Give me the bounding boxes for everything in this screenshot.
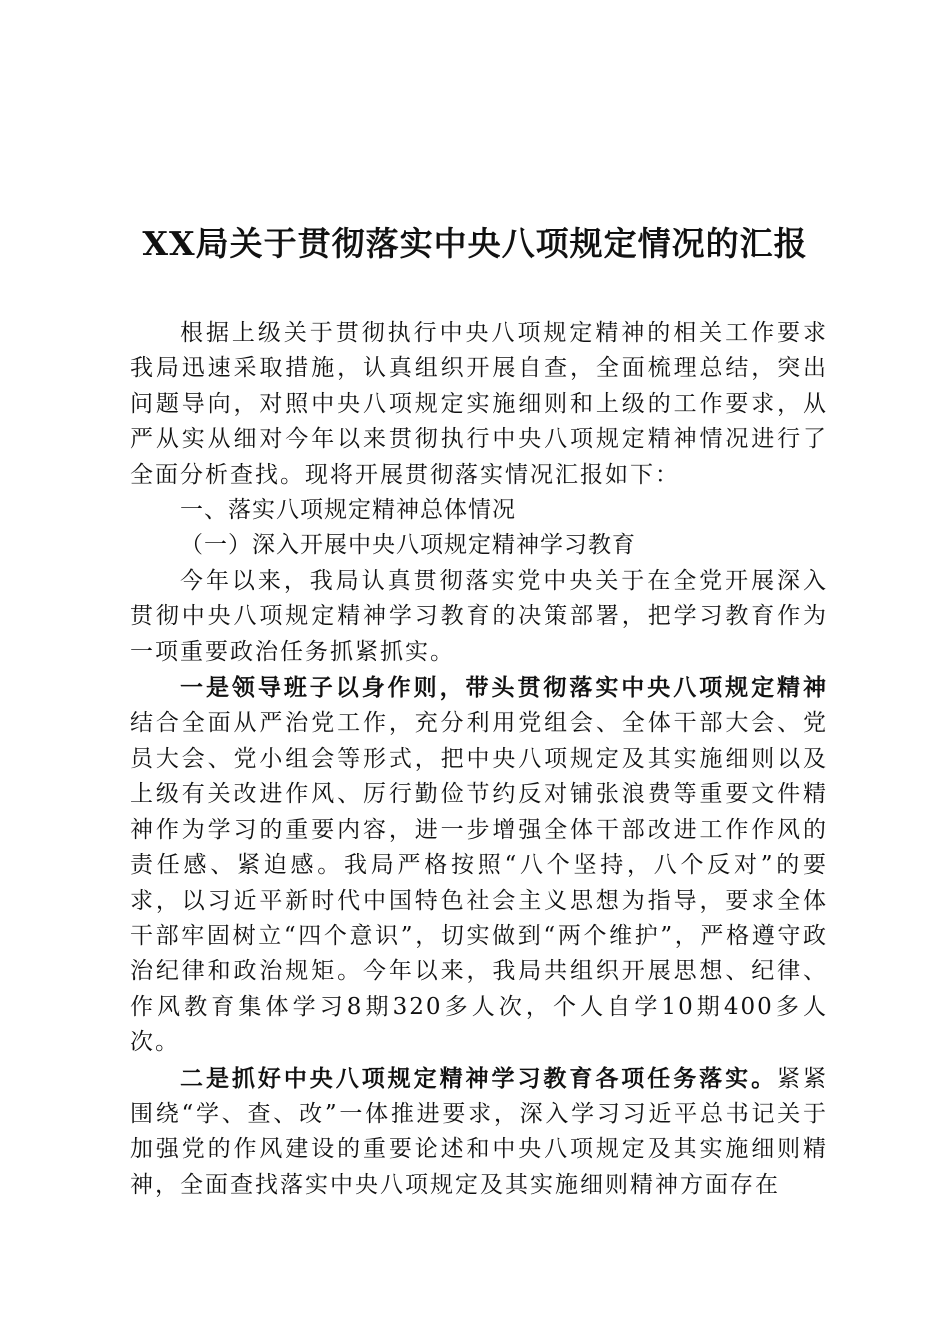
subsection-heading-1: （一）深入开展中央八项规定精神学习教育	[180, 532, 636, 559]
paragraph-2-lead: 一是领导班子以身作则，带头贯彻落实中央八项规定精神	[180, 674, 828, 702]
document-title: XX局关于贯彻落实中央八项规定情况的汇报	[142, 224, 808, 263]
paragraph-2-body: 结合全面从严治党工作，充分利用党组会、全体干部大会、党员大会、党小组会等形式，把中央八项规定及其实施细则以及上级有关改进作风、厉行勤俭节约反对铺张浪费等重要文件精神作为学习的重要内容，进一步增强全体干部改进工作作风的责任感、紧迫感。我局严格按照“八个坚持，八个反对”的要求，以习近平新时代中国特色社会主义思想为指导，要求全体干部牢固树立“四个意识”，切实做到“两个维护”，严格遵守政治纪律和政治规矩。今年以来，我局共组织开展思想、纪律、作风教育集体学习8期320多人次，个人自学10期400多人次。	[130, 710, 828, 1056]
document-body	[130, 316, 828, 1203]
paragraph-3	[130, 1061, 828, 1204]
section-heading-1: 一、落实八项规定精神总体情况	[180, 497, 516, 524]
intro-paragraph: 根据上级关于贯彻执行中央八项规定精神的相关工作要求我局迅速采取措施，认真组织开展自查，全面梳理总结，突出问题导向，对照中央八项规定实施细则和上级的工作要求，从严从实从细对今年以来贯彻执行中央八项规定精神情况进行了全面分析查找。现将开展贯彻落实情况汇报如下：	[130, 320, 828, 488]
paragraph-2	[130, 670, 828, 1060]
paragraph-1: 今年以来，我局认真贯彻落实党中央关于在全党开展深入贯彻中央八项规定精神学习教育的决策部署，把学习教育作为一项重要政治任务抓紧抓实。	[130, 567, 828, 665]
paragraph-3-body: 紧紧围绕“学、查、改”一体推进要求，深入学习习近平总书记关于加强党的作风建设的重要论述和中央八项规定及其实施细则精神，全面查找落实中央八项规定及其实施细则精神方面存在	[130, 1065, 829, 1198]
paragraph-3-lead: 二是抓好中央八项规定精神学习教育各项任务落实。	[180, 1064, 778, 1092]
